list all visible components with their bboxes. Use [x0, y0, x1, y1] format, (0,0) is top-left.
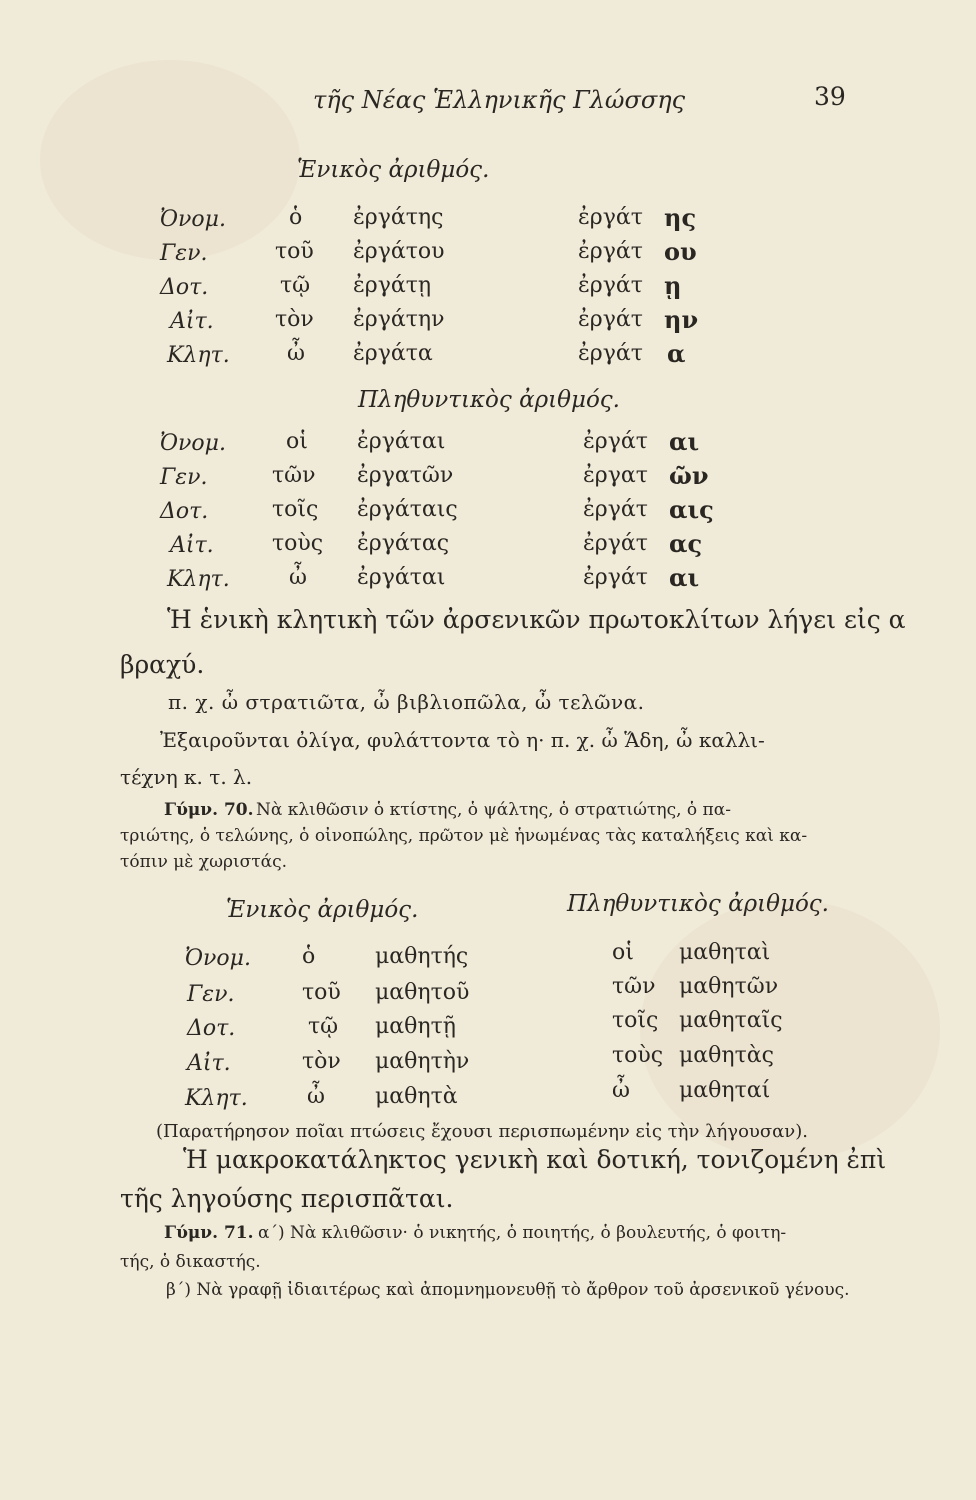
table-note: (Παρατήρησον ποῖαι πτώσεις ἔχουσι περισπωμένην εἰς τὴν λήγουσαν).: [156, 1121, 808, 1142]
word-stem: ἐργάτ: [583, 565, 648, 590]
article: ὁ: [302, 944, 316, 969]
article: ὦ: [307, 1084, 325, 1109]
word-stem: ἐργατ: [583, 463, 648, 488]
rule-example: π. χ. ὦ στρατιῶτα, ὦ βιβλιοπῶλα, ὦ τελῶνα.: [168, 690, 645, 714]
article: τῷ: [280, 273, 311, 298]
plural-article: οἱ: [612, 940, 634, 965]
word-ending: α: [667, 339, 686, 368]
exercise-text: Νὰ κλιθῶσιν ὁ κτίστης, ὁ ψάλτης, ὁ στρατιώτης, ὁ πα-: [256, 800, 731, 820]
rule-exception: Ἐξαιροῦνται ὀλίγα, φυλάττοντα τὸ η· π. χ. ὦ Ἅδη, ὦ καλλι-: [160, 728, 765, 752]
word-ending: ῶν: [669, 461, 709, 490]
plural-caption: Πληθυντικὸς ἀριθμός.: [358, 387, 620, 413]
singular-caption: Ἑνικὸς ἀριθμός.: [297, 157, 490, 183]
word-form: ἐργάται: [357, 565, 446, 590]
article: ὦ: [289, 565, 307, 590]
word-form: ἐργάτας: [357, 531, 450, 556]
running-title: τῆς Νέας Ἑλληνικῆς Γλώσσης: [313, 86, 686, 114]
article: τῶν: [272, 463, 316, 488]
exercise-text: τής, ὁ δικαστής.: [120, 1252, 261, 1272]
exercise-text: τόπιν μὲ χωριστάς.: [120, 852, 288, 872]
article: τοῦ: [275, 239, 314, 264]
plural-article: τοῖς: [612, 1008, 659, 1033]
exercise-text: α΄) Νὰ κλιθῶσιν· ὁ νικητής, ὁ ποιητής, ὁ βουλευτής, ὁ φοιτη-: [258, 1223, 787, 1243]
exercise-text: β΄) Νὰ γραφῇ ἰδιαιτέρως καὶ ἀπομνημονευθῇ τὸ ἄρθρον τοῦ ἀρσενικοῦ γένους.: [166, 1280, 850, 1300]
word-form: ἐργάτου: [353, 239, 445, 264]
rule-accent: Ἡ μακροκατάληκτος γενικὴ καὶ δοτική, τονιζομένη ἐπὶ: [183, 1145, 887, 1174]
word-ending: ης: [664, 203, 697, 232]
exercise-label: Γύμν. 71.: [164, 1223, 254, 1243]
rule-exception-cont: τέχνη κ. τ. λ.: [120, 765, 253, 789]
word-ending: αι: [669, 427, 700, 456]
plural-word-form: μαθηταὶ: [679, 940, 771, 965]
case-label: Αἰτ.: [170, 309, 214, 334]
plural-caption: Πληθυντικὸς ἀριθμός.: [567, 891, 829, 917]
case-label: Ὀνομ.: [160, 207, 226, 232]
singular-caption: Ἑνικὸς ἀριθμός.: [226, 897, 419, 923]
plural-article: τῶν: [612, 974, 656, 999]
article: τὸν: [302, 1049, 341, 1074]
word-form: ἐργάτην: [353, 307, 445, 332]
word-stem: ἐργάτ: [578, 273, 643, 298]
article: ὦ: [287, 341, 305, 366]
word-ending: ου: [664, 237, 697, 266]
case-label: Κλητ.: [167, 567, 230, 592]
article: τοῖς: [272, 497, 319, 522]
case-label: Αἰτ.: [187, 1051, 231, 1076]
word-form: ἐργάταις: [357, 497, 458, 522]
case-label: Κλητ.: [167, 343, 230, 368]
word-ending: αι: [669, 563, 700, 592]
word-form: μαθητὰ: [375, 1084, 458, 1109]
case-label: Γεν.: [160, 465, 208, 490]
case-label: Δοτ.: [160, 275, 209, 300]
case-label: Γεν.: [187, 982, 235, 1007]
word-stem: ἐργάτ: [578, 307, 643, 332]
word-form: ἐργάτῃ: [353, 273, 432, 298]
plural-word-form: μαθητὰς: [679, 1043, 774, 1068]
article: οἱ: [286, 429, 308, 454]
rule-accent-cont: τῆς ληγούσης περισπᾶται.: [120, 1184, 454, 1213]
word-form: ἐργάτης: [353, 205, 444, 230]
case-label: Δοτ.: [160, 499, 209, 524]
word-form: ἐργατῶν: [357, 463, 454, 488]
page-number: 39: [814, 82, 846, 111]
plural-word-form: μαθητῶν: [679, 974, 779, 999]
word-form: ἐργάτα: [353, 341, 433, 366]
case-label: Κλητ.: [185, 1086, 248, 1111]
word-ending: ῃ: [664, 271, 682, 300]
plural-article: τοὺς: [612, 1043, 664, 1068]
plural-word-form: μαθηταῖς: [679, 1008, 783, 1033]
article: τῷ: [308, 1014, 339, 1039]
word-stem: ἐργάτ: [578, 341, 643, 366]
case-label: Δοτ.: [187, 1016, 236, 1041]
word-stem: ἐργάτ: [578, 239, 643, 264]
word-form: μαθητής: [375, 944, 469, 969]
word-stem: ἐργάτ: [583, 497, 648, 522]
word-stem: ἐργάτ: [583, 429, 648, 454]
word-ending: ας: [669, 529, 703, 558]
exercise-text: τριώτης, ὁ τελώνης, ὁ οἰνοπώλης, πρῶτον μὲ ἡνωμένας τὰς καταλήξεις καὶ κα-: [120, 826, 808, 846]
article: τὸν: [275, 307, 314, 332]
plural-word-form: μαθηταί: [679, 1078, 771, 1103]
case-label: Γεν.: [160, 241, 208, 266]
article: τοῦ: [302, 980, 341, 1005]
word-form: μαθητὴν: [375, 1049, 470, 1074]
article: τοὺς: [272, 531, 324, 556]
word-stem: ἐργάτ: [583, 531, 648, 556]
word-ending: αις: [669, 495, 714, 524]
rule-vocative: Ἡ ἑνικὴ κλητικὴ τῶν ἀρσενικῶν πρωτοκλίτων λήγει εἰς α: [167, 605, 906, 634]
rule-vocative-cont: βραχύ.: [120, 650, 205, 679]
word-stem: ἐργάτ: [578, 205, 643, 230]
word-form: μαθητοῦ: [375, 980, 470, 1005]
word-form: ἐργάται: [357, 429, 446, 454]
word-form: μαθητῇ: [375, 1014, 456, 1039]
case-label: Ὀνομ.: [185, 946, 251, 971]
article: ὁ: [289, 205, 303, 230]
case-label: Αἰτ.: [170, 533, 214, 558]
exercise-label: Γύμν. 70.: [164, 800, 254, 820]
plural-article: ὦ: [612, 1078, 630, 1103]
case-label: Ὀνομ.: [160, 431, 226, 456]
word-ending: ην: [664, 305, 699, 334]
